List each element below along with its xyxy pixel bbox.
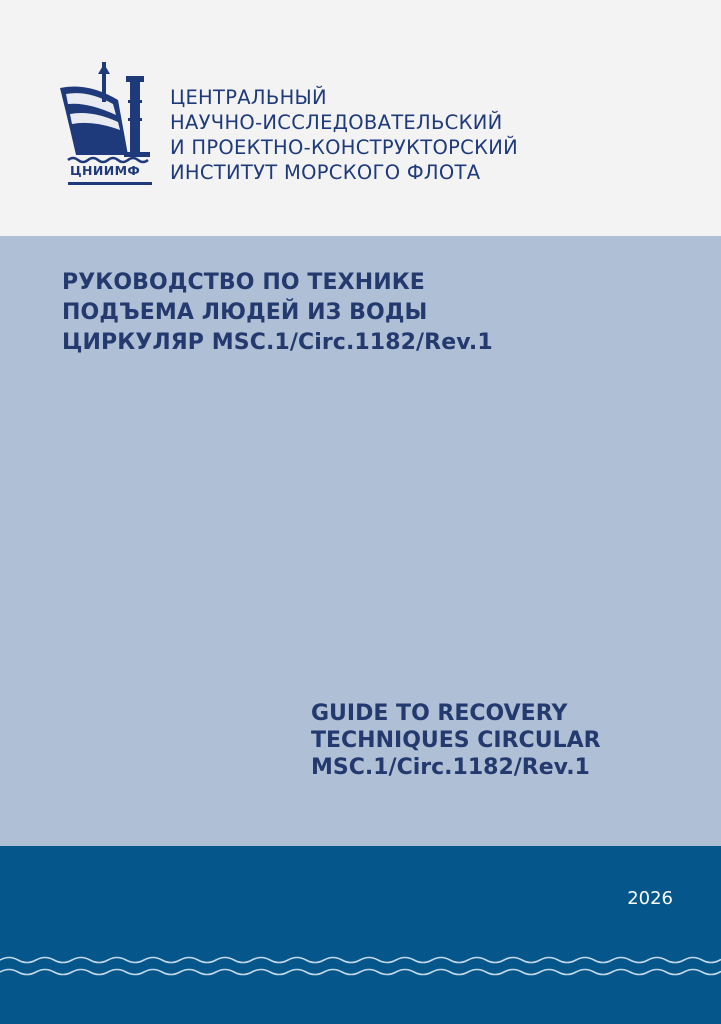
institute-line-2: НАУЧНО-ИССЛЕДОВАТЕЛЬСКИЙ	[170, 111, 503, 134]
publication-year: 2026	[627, 888, 673, 909]
title-en-line-2: TECHNIQUES CIRCULAR	[311, 728, 601, 753]
title-ru-line-2: ПОДЪЕМА ЛЮДЕЙ ИЗ ВОДЫ	[62, 300, 428, 325]
institute-line-1: ЦЕНТРАЛЬНЫЙ	[170, 86, 327, 109]
title-russian	[62, 268, 493, 358]
title-english	[311, 700, 601, 781]
title-en-line-1: GUIDE TO RECOVERY	[311, 701, 568, 726]
cover-footer-band	[0, 846, 721, 1024]
title-ru-line-3: ЦИРКУЛЯР MSC.1/Circ.1182/Rev.1	[62, 330, 493, 355]
logo-caption: ЦНИИМФ	[70, 163, 141, 178]
cover-header	[0, 0, 721, 236]
institute-name	[170, 85, 518, 185]
institute-line-4: ИНСТИТУТ МОРСКОГО ФЛОТА	[170, 161, 481, 184]
title-ru-line-1: РУКОВОДСТВО ПО ТЕХНИКЕ	[62, 270, 425, 295]
waves-icon	[0, 948, 721, 988]
title-en-line-3: MSC.1/Circ.1182/Rev.1	[311, 755, 590, 780]
institute-line-3: И ПРОЕКТНО-КОНСТРУКТОРСКИЙ	[170, 136, 519, 159]
